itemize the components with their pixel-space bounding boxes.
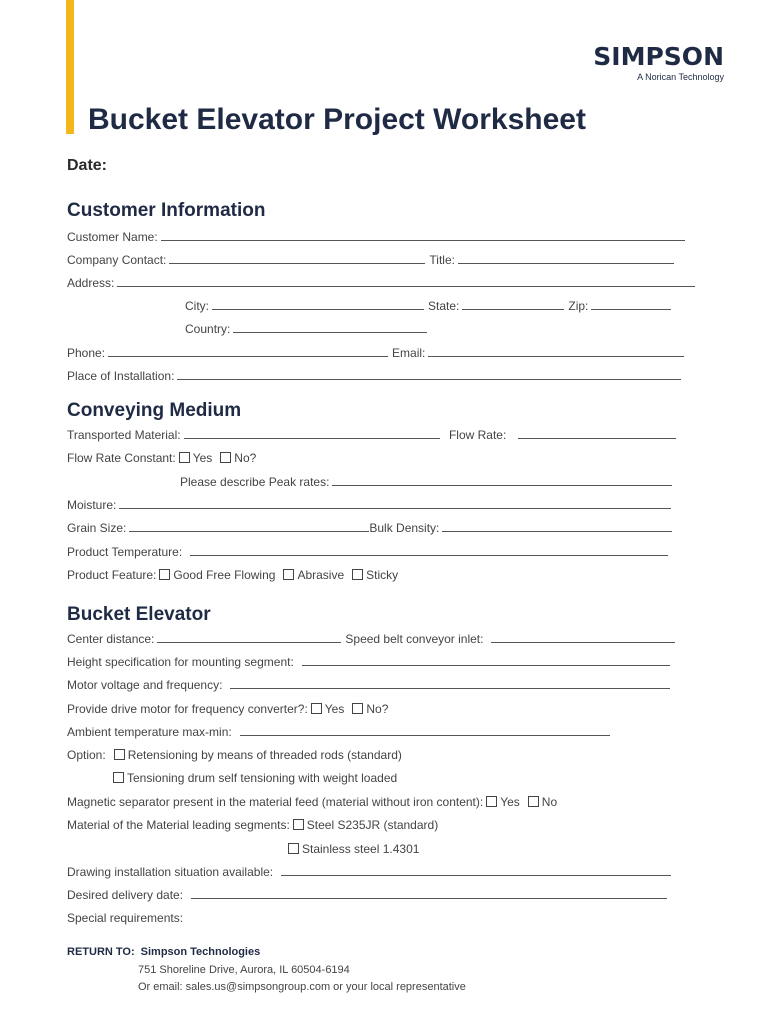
good-flow-checkbox[interactable] (159, 569, 170, 580)
customer-name-row (67, 230, 689, 244)
grain-field[interactable] (129, 521, 369, 532)
steel-s235-label: Steel S235JR (standard) (306, 818, 439, 832)
drawing-row (67, 865, 675, 879)
magnetic-no-checkbox[interactable] (528, 796, 539, 807)
place-field[interactable] (177, 369, 681, 380)
drawing-label: Drawing installation situation available: (67, 865, 274, 879)
peak-label: Please describe Peak rates: (180, 475, 330, 489)
address-label: Address: (67, 276, 115, 290)
moisture-label: Moisture: (67, 498, 117, 512)
page-title: Bucket Elevator Project Worksheet (88, 103, 586, 136)
drive-row (67, 702, 388, 716)
delivery-field[interactable] (191, 888, 667, 899)
address-row (67, 276, 699, 290)
customer-name-label: Customer Name: (67, 230, 158, 244)
feature-label: Product Feature: (67, 568, 157, 582)
company-contact-field[interactable] (169, 253, 425, 264)
flow-constant-row (67, 451, 256, 465)
transported-row (67, 428, 680, 442)
drawing-field[interactable] (281, 865, 671, 876)
motor-label: Motor voltage and frequency: (67, 678, 223, 692)
temp-field[interactable] (190, 545, 668, 556)
drive-yes-label: Yes (324, 702, 345, 716)
material2-row (285, 842, 419, 856)
motor-row (67, 678, 674, 692)
return-company: Simpson Technologies (140, 946, 261, 958)
height-label: Height specification for mounting segment: (67, 655, 294, 669)
logo-wordmark: SIMPSON (593, 42, 724, 71)
stainless-label: Stainless steel 1.4301 (302, 842, 420, 856)
center-label: Center distance: (67, 632, 155, 646)
feature-row (67, 568, 398, 582)
country-field[interactable] (233, 322, 427, 333)
stainless-checkbox[interactable] (288, 843, 299, 854)
flow-constant-yes-checkbox[interactable] (179, 452, 190, 463)
phone-field[interactable] (108, 346, 388, 357)
sticky-checkbox[interactable] (352, 569, 363, 580)
phone-row (67, 346, 688, 360)
height-row (67, 655, 674, 669)
option-label: Option: (67, 748, 106, 762)
transported-label: Transported Material: (67, 428, 181, 442)
magnetic-row (67, 795, 557, 809)
motor-field[interactable] (230, 678, 670, 689)
bulk-field[interactable] (442, 521, 672, 532)
temp-row (67, 545, 672, 559)
flow-constant-no-checkbox[interactable] (220, 452, 231, 463)
title-field[interactable] (458, 253, 674, 264)
abrasive-label: Abrasive (297, 568, 345, 582)
grain-row (67, 521, 676, 535)
state-field[interactable] (462, 299, 564, 310)
flow-rate-field[interactable] (518, 428, 676, 439)
email-field[interactable] (428, 346, 684, 357)
drive-no-checkbox[interactable] (352, 703, 363, 714)
option2-row (110, 771, 397, 785)
center-row (67, 632, 679, 646)
section-customer-heading: Customer Information (67, 200, 266, 221)
special-label: Special requirements: (67, 911, 184, 925)
peak-row (180, 475, 676, 489)
option-drum-label: Tensioning drum self tensioning with weight loaded (127, 771, 398, 785)
material-label: Material of the Material leading segments: (67, 818, 290, 832)
speed-field[interactable] (491, 632, 675, 643)
special-row (67, 911, 183, 925)
drive-yes-checkbox[interactable] (311, 703, 322, 714)
city-label: City: (185, 299, 209, 313)
ambient-row (67, 725, 614, 739)
ambient-label: Ambient temperature max-min: (67, 725, 232, 739)
return-email[interactable]: Or email: sales.us@simpsongroup.com or your local representative (138, 981, 466, 993)
steel-s235-checkbox[interactable] (293, 819, 304, 830)
abrasive-checkbox[interactable] (283, 569, 294, 580)
place-label: Place of Installation: (67, 369, 175, 383)
option-threaded-rods-label: Retensioning by means of threaded rods (standard) (127, 748, 402, 762)
logo-tagline: A Norican Technology (637, 72, 724, 82)
flow-constant-yes-label: Yes (192, 451, 213, 465)
ambient-field[interactable] (240, 725, 610, 736)
magnetic-no-label: No (541, 795, 558, 809)
good-flow-label: Good Free Flowing (173, 568, 276, 582)
customer-name-field[interactable] (161, 230, 685, 241)
brand-logo (593, 44, 724, 82)
sticky-label: Sticky (366, 568, 399, 582)
city-field[interactable] (212, 299, 424, 310)
option-threaded-rods-checkbox[interactable] (114, 749, 125, 760)
flow-constant-no-label: No? (234, 451, 257, 465)
state-label: State: (428, 299, 460, 313)
zip-field[interactable] (591, 299, 671, 310)
drive-label: Provide drive motor for frequency converter?: (67, 702, 308, 716)
delivery-label: Desired delivery date: (67, 888, 184, 902)
magnetic-yes-label: Yes (500, 795, 520, 809)
height-field[interactable] (302, 655, 670, 666)
return-to (67, 946, 260, 958)
zip-label: Zip: (568, 299, 589, 313)
section-elevator-heading: Bucket Elevator (67, 604, 211, 625)
company-contact-row (67, 253, 678, 267)
grain-label: Grain Size: (67, 521, 127, 535)
transported-field[interactable] (184, 428, 440, 439)
country-row (185, 322, 431, 336)
delivery-row (67, 888, 671, 902)
country-label: Country: (185, 322, 231, 336)
company-contact-label: Company Contact: (67, 253, 167, 267)
flow-rate-label: Flow Rate: (448, 428, 507, 442)
email-label: Email: (392, 346, 426, 360)
drive-no-label: No? (366, 702, 389, 716)
section-conveying-heading: Conveying Medium (67, 400, 242, 421)
magnetic-label: Magnetic separator present in the material feed (material without iron content): (67, 795, 484, 809)
option-drum-checkbox[interactable] (113, 772, 124, 783)
peak-field[interactable] (332, 475, 672, 486)
center-field[interactable] (157, 632, 341, 643)
place-row (67, 369, 685, 383)
option1-row (67, 748, 402, 762)
flow-constant-label: Flow Rate Constant: (67, 451, 176, 465)
bulk-label: Bulk Density: (369, 521, 440, 535)
city-row (185, 299, 675, 313)
date-label: Date: (67, 157, 108, 174)
phone-label: Phone: (67, 346, 106, 360)
moisture-field[interactable] (119, 498, 671, 509)
material-row (67, 818, 438, 832)
moisture-row (67, 498, 675, 512)
temp-label: Product Temperature: (67, 545, 183, 559)
address-field[interactable] (117, 276, 695, 287)
return-to-label: RETURN TO: (67, 946, 135, 958)
accent-bar (66, 0, 74, 134)
magnetic-yes-checkbox[interactable] (486, 796, 497, 807)
return-address: 751 Shoreline Drive, Aurora, IL 60504-6194 (138, 964, 350, 976)
title-label: Title: (429, 253, 455, 267)
speed-label: Speed belt conveyor inlet: (345, 632, 484, 646)
